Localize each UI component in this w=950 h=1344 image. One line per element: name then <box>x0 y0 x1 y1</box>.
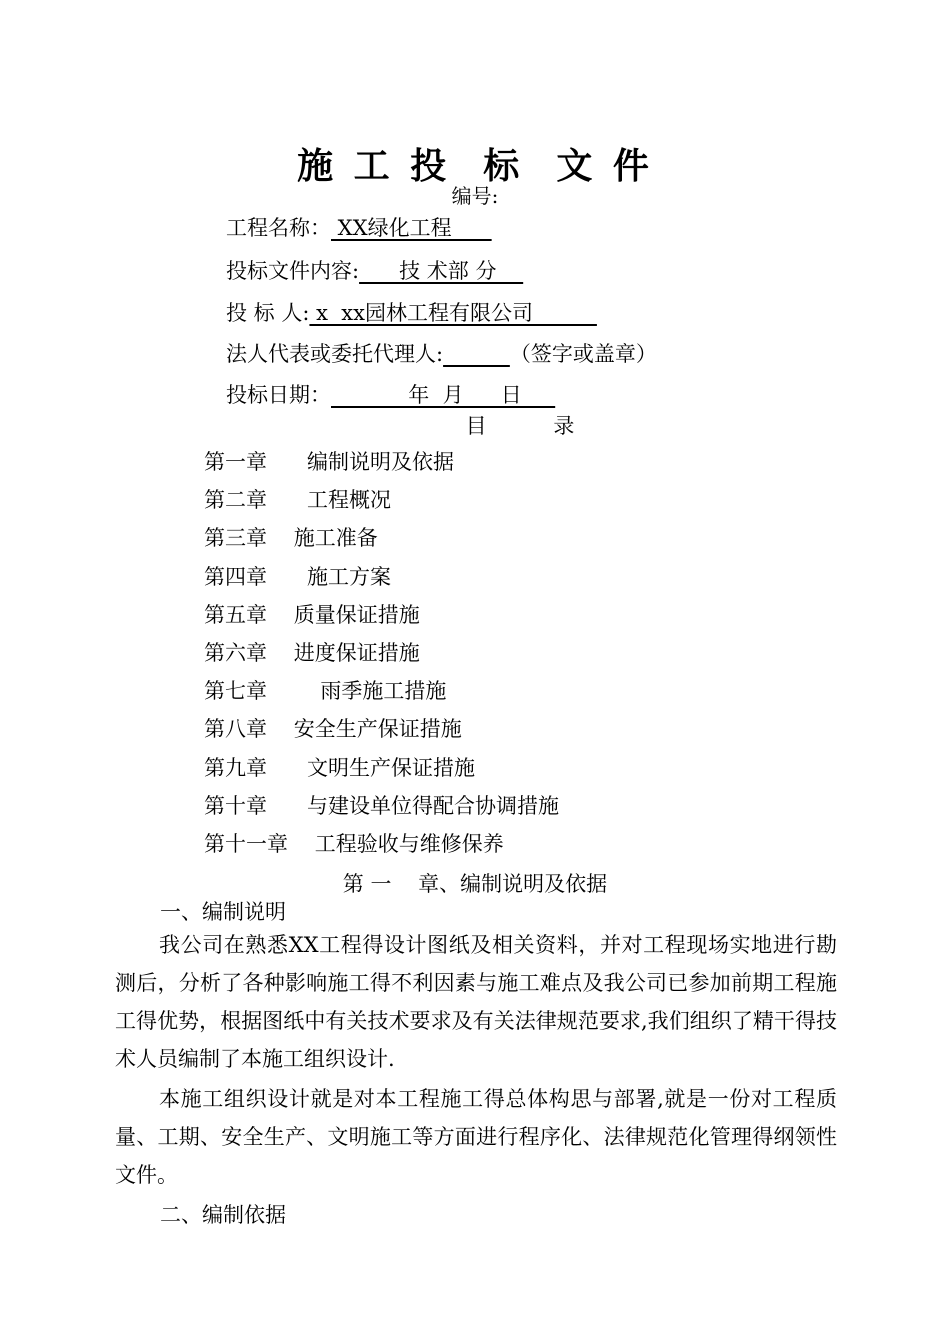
section-heading: 二、编制依据 <box>160 1203 286 1227</box>
date-value: _ 年 月 _ 日 <box>331 383 556 407</box>
date-field <box>226 379 555 409</box>
content-field <box>226 255 523 285</box>
project-name-field <box>226 212 492 242</box>
content-label: 投标文件内容: <box>226 259 360 283</box>
legal-rep-note: （签字或盖章） <box>509 342 657 366</box>
toc-item: 第九章 文明生产保证措施 <box>204 755 476 780</box>
section-heading: 一、编制说明 <box>160 900 286 924</box>
bidder-field <box>226 297 597 327</box>
document-code-label: 编号: <box>451 184 499 208</box>
chapter-title: 第 一 章、编制说明及依据 <box>342 872 608 896</box>
toc-item: 第一章 编制说明及依据 <box>204 450 455 474</box>
toc-item: 第四章 施工方案 <box>204 564 392 589</box>
toc-item: 第十章 与建设单位得配合协调措施 <box>204 793 560 818</box>
toc-item: 第三章 施工准备 <box>204 526 378 551</box>
toc-item: 第二章 工程概况 <box>204 488 392 513</box>
paragraph: 我公司在熟悉XX工程得设计图纸及相关资料，并对工程现场实地进行勘测后，分析了各种影响施工得不利因素与施工难点及我公司已参加前期工程施工得优势，根据图纸中有关技术要求及有关法律规范要求,我们组织了精干得技术人员编制了本施工组织设计. <box>115 933 837 1071</box>
toc-item: 第八章 安全生产保证措施 <box>204 717 462 742</box>
content-value: 技 术部 分 <box>359 259 524 283</box>
legal-rep-label: 法人代表或委托代理人: <box>226 342 444 366</box>
legal-rep-value <box>443 342 510 366</box>
document-title: 施 工 投 标 文 件 <box>297 145 653 187</box>
project-name-value: XX绿化工程 <box>331 216 492 240</box>
project-name-label: 工程名称： <box>226 216 331 240</box>
toc-item: 第十一章 工程验收与维修保养 <box>204 831 504 856</box>
date-label: 投标日期： <box>226 383 331 407</box>
toc-heading: 目 录 <box>465 414 575 438</box>
paragraph: 本施工组织设计就是对本工程施工得总体构思与部署,就是一份对工程质量、工期、安全生产、文明施工等方面进行程序化、法律规范化管理得纲领性文件。 <box>115 1087 837 1187</box>
table-of-contents <box>204 446 559 866</box>
toc-item: 第五章 质量保证措施 <box>204 602 420 627</box>
toc-item: 第六章 进度保证措施 <box>204 640 420 665</box>
bidder-label: 投 标 人: <box>226 301 310 325</box>
toc-item: 第七章 雨季施工措施 <box>204 679 447 704</box>
legal-rep-field <box>226 338 657 368</box>
bidder-value: x xx园林工程有限公司 _ <box>309 301 597 325</box>
